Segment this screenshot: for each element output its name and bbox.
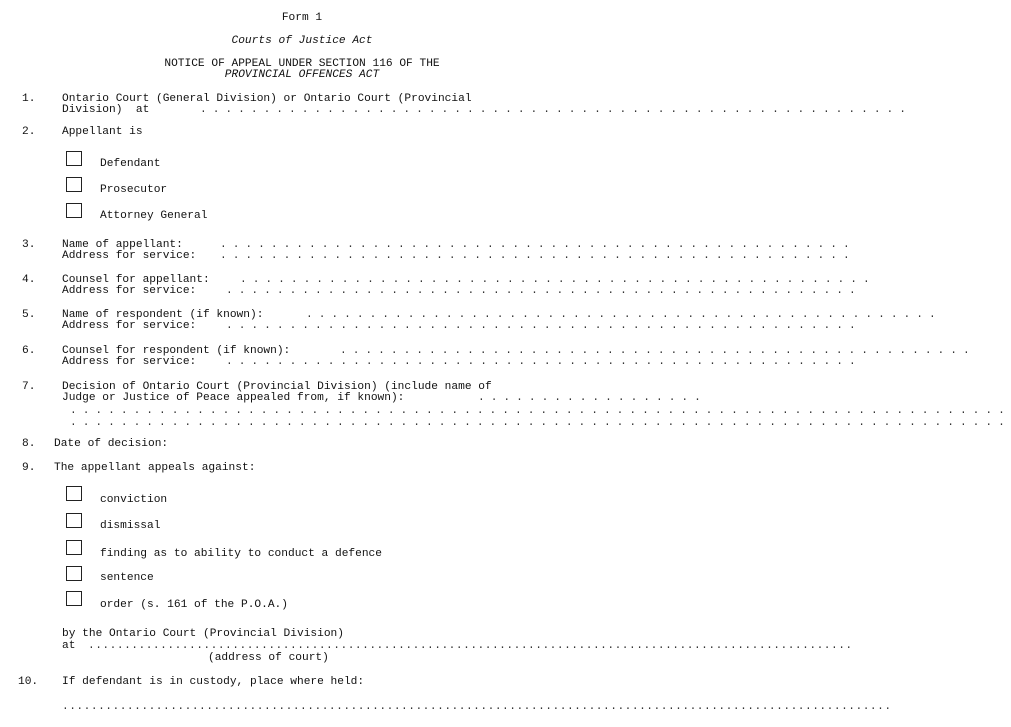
attorney-general-option-label: Attorney General <box>100 210 208 222</box>
item-7-number: 7. <box>22 381 36 393</box>
respondent-name-field[interactable]: .................................................. <box>306 309 942 321</box>
at-label: at <box>62 640 76 652</box>
notice-title-line2: PROVINCIAL OFFENCES ACT <box>224 69 380 81</box>
item-1-line2: Division) at <box>62 104 150 116</box>
dismissal-checkbox[interactable] <box>66 513 82 528</box>
decision-field-line3[interactable]: .......................................................................... <box>70 417 1011 429</box>
defendant-checkbox[interactable] <box>66 151 82 166</box>
item-7-line1: Decision of Ontario Court (Provincial Division) (include name of <box>62 381 492 393</box>
appellant-address-field[interactable]: .................................................. <box>220 250 856 262</box>
item-7-line2: Judge or Justice of Peace appealed from, if known): <box>62 392 405 404</box>
defendant-option-label: Defendant <box>100 158 161 170</box>
item-10-label: If defendant is in custody, place where held: <box>62 676 365 688</box>
respondent-address-field[interactable]: .................................................. <box>226 320 862 332</box>
item-5-line2: Address for service: <box>62 320 197 332</box>
item-1-court-location-field[interactable]: ........................................................ <box>200 104 912 116</box>
respondent-counsel-field[interactable]: .................................................. <box>340 345 976 357</box>
address-of-court-caption: (address of court) <box>208 652 329 664</box>
item-6-number: 6. <box>22 345 36 357</box>
appellant-counsel-address-field[interactable]: .................................................. <box>226 285 862 297</box>
sentence-option-label: sentence <box>100 572 154 584</box>
court-address-field[interactable]: .......................................................................................................... <box>88 640 853 652</box>
court-line: by the Ontario Court (Provincial Division) <box>62 628 344 640</box>
act-name: Courts of Justice Act <box>231 35 373 47</box>
sentence-checkbox[interactable] <box>66 566 82 581</box>
item-3-number: 3. <box>22 239 36 251</box>
finding-ability-checkbox[interactable] <box>66 540 82 555</box>
item-1-number: 1. <box>22 93 36 105</box>
decision-field-line1[interactable]: .................. <box>478 392 707 404</box>
attorney-general-checkbox[interactable] <box>66 203 82 218</box>
item-10-number: 10. <box>18 676 39 688</box>
notice-title-line1: NOTICE OF APPEAL UNDER SECTION 116 OF THE <box>164 58 440 70</box>
item-5-number: 5. <box>22 309 36 321</box>
order-option-label: order (s. 161 of the P.O.A.) <box>100 599 288 611</box>
order-checkbox[interactable] <box>66 591 82 606</box>
item-8-number: 8. <box>22 438 36 450</box>
appellant-counsel-field[interactable]: .................................................. <box>240 274 876 286</box>
item-2-number: 2. <box>22 126 36 138</box>
item-4-line1: Counsel for appellant: <box>62 274 210 286</box>
item-6-line2: Address for service: <box>62 356 197 368</box>
item-4-line2: Address for service: <box>62 285 197 297</box>
dismissal-option-label: dismissal <box>100 520 161 532</box>
custody-location-field[interactable]: ................................................................................................................... <box>62 701 892 713</box>
item-4-number: 4. <box>22 274 36 286</box>
item-3-line2: Address for service: <box>62 250 197 262</box>
finding-ability-option-label: finding as to ability to conduct a defence <box>100 548 382 560</box>
item-2-label: Appellant is <box>62 126 143 138</box>
item-8-label: Date of decision: <box>54 438 169 450</box>
conviction-checkbox[interactable] <box>66 486 82 501</box>
decision-field-line2[interactable]: .......................................................................... <box>70 405 1011 417</box>
item-6-line1: Counsel for respondent (if known): <box>62 345 291 357</box>
item-9-number: 9. <box>22 462 36 474</box>
item-5-line1: Name of respondent (if known): <box>62 309 264 321</box>
prosecutor-option-label: Prosecutor <box>100 184 168 196</box>
prosecutor-checkbox[interactable] <box>66 177 82 192</box>
item-3-line1: Name of appellant: <box>62 239 183 251</box>
respondent-counsel-address-field[interactable]: .................................................. <box>226 356 862 368</box>
form-number: Form 1 <box>281 12 323 24</box>
item-1-line1: Ontario Court (General Division) or Ontario Court (Provincial <box>62 93 472 105</box>
item-9-label: The appellant appeals against: <box>54 462 256 474</box>
appellant-name-field[interactable]: .................................................. <box>220 239 856 251</box>
conviction-option-label: conviction <box>100 494 168 506</box>
